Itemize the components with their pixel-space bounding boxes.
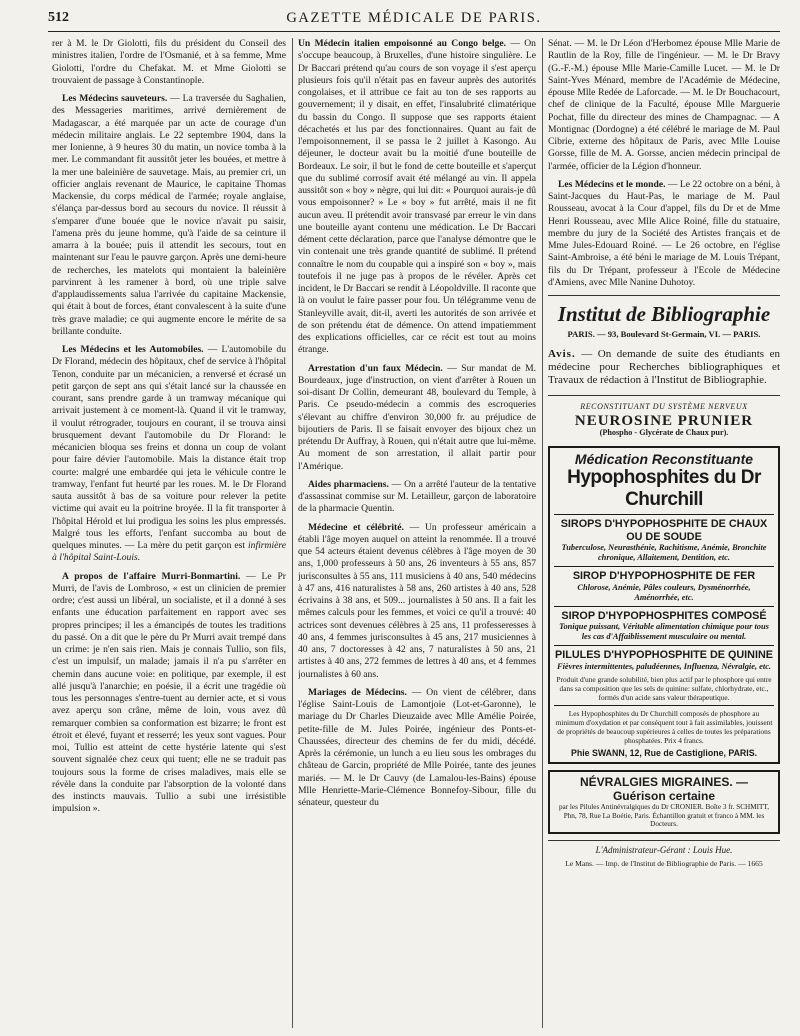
article-heading: Aides pharmaciens. (308, 478, 389, 490)
article-body: — Le 22 octobre on a béni, à Saint-Jacques du Haut-Pas, le mariage de M. Paul Rousseau, avocat à la Cour d'appel, fils du Dr et de Mme Henri Rousseau, avec Mlle Alice Roiné, fille du statuaire, membre du jury de la Société des Artistes français et de Mme Jules-Edouard Roiné. — Le 26 octobre, en l'église Saint-Ambroise, a été béni le mariage de M. Louis Trépant, fils du Dr Trépant, professeur à l'Ecole de Médecine d'Amiens, avec Mlle Nanine Duhotoy. (548, 178, 780, 288)
article-body: — On s'occupe beaucoup, à Bruxelles, d'une histoire singulière. Le Dr Baccari prétend qu'au cours de son voyage il s'est aperçu plusieurs fois qu'il n'était pas en faveur auprès des autorités congolaises, et il attribue ce fait au ton de ses rapports au gouvernement; il y disait, en effet, l'insalubrité climatérique du bassin du Congo. Il suppose que ses rapports étaient décachetés et lus par des fonctionnaires. Quant au fait de l'empoisonnement, il se passa le 2 juillet à Kasongo. Au déjeuner, le docteur avait bu la moitié d'une bouteille de Bordeaux. Le soir, il but le fond de cette bouteille et s'aperçut que du sublimé corrosif avait été mélangé au vin. Il appela aussitôt son « boy » nègre, qui lui dit: « Pourquoi aurais-je dû vous empoisonner? » Le « boy » fut arrêté, mais il ne fit aucun aveu. Il prétendit avoir transvasé par erreur le vin dans une bouteille ayant contenu une médication. Le Dr Baccari dément cette déclaration, parce que l'analyse démontre que le vin contenait une très grande quantité de sublimé. Il prétend connaître le nom du coupable qui a inspiré son « boy », mais toutefois il ne juge pas à propos de le révéler. Après cet incident, le Dr Baccari se rendit à Léopoldville. Il raconte que là on voulut le faire passer pour fou. Un télégramme venu de Stanleyville avait, dit-il, averti les autorités de son arrivée et de son prétendu état de démence. On attend impatiemment des explications officielles, car ce récit est tout au moins étrange. (298, 38, 536, 356)
cronier-headline: NÉVRALGIES MIGRAINES. — Guérison certaine (579, 774, 749, 803)
article-heading: A propos de l'affaire Murri-Bonmartini. (62, 570, 241, 582)
institut-bibliographie-notice (548, 295, 780, 387)
neurosine-tagline: RECONSTITUANT DU SYSTÈME NERVEUX (580, 402, 748, 412)
printer-imprint: Le Mans. — Imp. de l'Institut de Bibliographie de Paris. — 1665 (565, 859, 763, 869)
column-right (548, 38, 780, 1028)
product-heading: SIROP D'HYPOPHOSPHITE DE FER (572, 570, 756, 582)
page-header (48, 8, 780, 30)
pharmacy-address: Phie SWANN, 12, Rue de Castiglione, PARIS. (570, 747, 758, 758)
churchill-ad (548, 446, 780, 764)
article-medecin-congo (298, 38, 536, 357)
page-number: 512 (48, 10, 69, 25)
ad-divider (554, 566, 774, 567)
ad-divider (554, 705, 774, 706)
column-divider (542, 38, 543, 1028)
article-heading: Les Médecins sauveteurs. (62, 93, 168, 104)
neurosine-formula: (Phospho - Glycérate de Chaux pur). (599, 427, 729, 437)
product-heading: PILULES D'HYPOPHOSPHITE DE QUININE (555, 649, 773, 661)
churchill-headline: Médication Reconstituante (574, 451, 754, 467)
product-indications: Tuberculose, Neurasthénie, Rachitisme, Anémie, Bronchite chronique, Allaitement, Dentition, etc. (561, 543, 767, 562)
administrator-line: L'Administrateur-Gérant : Louis Hue. (548, 840, 780, 856)
product-indications: Fièvres intermittentes, paludéennes, Influenza, Névralgie, etc. (556, 661, 772, 671)
continued-paragraph: Sénat. — M. le Dr Léon d'Herbomez épouse Mlle Marie de Rautlin de la Roy, fille de l'ingénieur. — M. le Dr Bravy (G.-F.-M.) épouse Mlle Marie-Camille Lucet. — M. le Dr Saint-Yves Ménard, membre de l'Académie de Médecine, épouse Mlle Redée de Laforcade. — M. le Dr Bouchacourt, chef de clinique de la Faculté, épouse Mlle Marguerie Pochat, fille du directeur des mines de Champagnac. — A Montignac (Dordogne) a été célébré le mariage de M. Paul Cibrie, externe des hôpitaux de Paris, avec Mlle Louise Gorsse, fille de M. A. Gorsse, ancien médecin principal de l'armée, officier de la Légion d'honneur. (548, 38, 780, 172)
article-body: — L'automobile du Dr Florand, médecin des hôpitaux, chef de service à l'hôpital Tenon, conduite par un mécanicien, a renversé et écrasé un petit garçon de sept ans qui s'était lancé sur la chaussée en courant, sans prendre garde à un tramway mécanique qui arrivait justement à ce moment-là. Quand il vit le tramway, il voulut rétrograder, toujours en courant, il se trouva ainsi brusquement devant l'automobile du Dr Florand: le mécanicien bloqua ses freins et donna un coup de volant pour faire dévier l'automobile. Mais la distance était trop courte: malgré une embardée qui jeta le véhicule contre le tramway, l'enfant fut heurté par les roues. M. le Dr Florand sauta aussitôt à bas de sa voiture pour relever la petite victime qui avait eu la poitrine broyée. Il la fit transporter à l'hôpital Hérold et lui prodigua les soins les plus empressés. Malgré tous les efforts, l'enfant succomba au bout de quelques minutes. — La mère du petit garçon est (52, 344, 286, 551)
article-body: — Sur mandat de M. Bourdeaux, juge d'instruction, on vient d'arrêter à Rouen un soi-disant Dr Collin, demeurant 48, boulevard du Temple, à Paris. Ce pseudo-médecin a commis des escroqueries s'élevant au chiffre d'environ 30,000 fr. au préjudice de bijoutiers de Paris. Il se faisait envoyer des bijoux chez un prétendu Dr Auffray, à Rouen, qui n'était autre que lui-même. Au moment de son arrestation, il allait partir pour l'Amérique. (298, 362, 536, 472)
avis-heading: Avis. (548, 348, 576, 361)
article-body: — La traversée du Saghalien, des Messageries maritimes, arrivé dernièrement de Madagascar, a été marquée par un acte de courage d'un médecin militaire anglais. Le 22 septembre 1904, dans la mer Ionienne, à 9 heures 30 du matin, un novice tomba à la mer. Le commandant fit aussitôt jeter les bouées, et mettre à la mer une baleinière de sauvetage. Mais, au premier cri, un officier anglais revenant de Maurice, le capitaine Thomas Mackensie, du corps médical de l'armée; royale anglaise, s'élança par-dessus bord au secours du novice. Il réussit à s'emparer d'une bouée que le novice n'avait pu saisir, l'amena près du jeune homme, qu'à l'aide de sa ceinture il amarra à la bouée; puis il attendit les secours, tout en maintenant sur l'eau le pauvre garçon. Après une demi-heure de recherches, les matelots qui montaient la baleinière parvinrent à les ramener à bord, où une triple salve d'applaudissements salua l'arrivée du capitaine Mackensie, qui était à bout de forces, étant convalescent à la suite d'une très grave maladie; ce qui augmente encore le mérite de sa brillante conduite. (52, 93, 286, 337)
article-heading: Un Médecin italien empoisonné au Congo belge. (298, 38, 506, 49)
institut-title: Institut de Bibliographie (557, 302, 771, 326)
column-middle (298, 38, 536, 1028)
article-body: — On a arrêté l'auteur de la tentative d'assassinat commise sur M. Letailleur, garçon de laboratoire de la pharmacie Quentin. (298, 478, 536, 515)
article-mariages-medecins (298, 687, 536, 810)
product-indications: Chlorose, Anémie, Pâles couleurs, Dysménorrhée, Aménorrhée, etc. (577, 582, 751, 602)
header-rule (48, 31, 780, 32)
institut-address: PARIS. — 93, Boulevard St-Germain, VI. — PARIS. (567, 329, 761, 339)
product-description: Les Hypophosphites du Dr Churchill composés de phosphore au minimum d'oxydation et par conséquent tout à fait assimilables, jouissent de propriétés de beaucoup supérieures à celles de toutes les préparations phosphatées. Prix 4 francs. (555, 708, 773, 745)
column-left (52, 38, 286, 1028)
neurosine-name: NEUROSINE PRUNIER (574, 412, 754, 429)
article-heading: Médecine et célébrité. (308, 521, 404, 533)
article-body: — Un professeur américain a établi l'âge moyen auquel on atteint la renommée. Il a trouvé que 54 acteurs étaient devenus célèbres à l'âge moyen de 30 ans, 1,000 professeurs à 50 ans, 26 inventeurs à 55 ans, 857 jurisconsultes à 55 ans, 111 musiciens à 40 ans, 540 médecins à 47 ans, 416 naturalistes à 58 ans, 260 artistes à 40 ans, 528 écrivains à 38 ans, et 509... journalistes à 50 ans. Il a fait les mêmes calculs pour les femmes, et voici ce qu'il a trouvé: 40 actrices sont devenues célèbres à 25 ans, 11 professeresses à 40 ans, 4 femmes jurisconsultes à 45 ans, 217 musiciennes à 40 ans, 7 doctoresses à 42 ans, 7 naturalistes à 50 ans, 21 artistes à 40 ans, 272 femmes de lettres à 40 ans, et 4 femmes journalistes à 60 ans. (298, 521, 536, 680)
product-heading: SIROP D'HYPOPHOSPHITES COMPOSÉ (561, 609, 767, 622)
churchill-brand: Hypophosphites du Dr Churchill (554, 467, 774, 515)
article-aides-pharmaciens (298, 479, 536, 516)
journal-title: GAZETTE MÉDICALE DE PARIS. (286, 10, 542, 26)
article-medecins-monde (548, 179, 780, 289)
product-heading: SIROPS D'HYPOPHOSPHITE DE CHAUX OU DE SOUDE (560, 518, 768, 543)
article-medecins-sauveteurs (52, 93, 286, 338)
cronier-ad (548, 770, 780, 834)
product-indications: Tonique puissant, Véritable alimentation chimique pour tous les cas d'Affaiblissement musculaire ou mental. (559, 622, 769, 641)
article-faux-medecin (298, 363, 536, 473)
article-murri-bonmartini (52, 571, 286, 816)
product-note: Produit d'une grande solubilité, bien plus actif par le phosphore qui entre dans sa composition que les sels de quinine: sulfate, chlorhydrate, etc., formés d'un acide sans valeur thérapeutique. (556, 674, 772, 702)
article-heading: Les Médecins et les Automobiles. (62, 344, 204, 355)
neurosine-ad (548, 395, 780, 439)
intro-paragraph: rer à M. le Dr Giolotti, fils du président du Conseil des ministres italien, l'ordre de l'Osmanié, et à sa femme, Mme Giolotti, l'ordre du Chefakat. M. et Mme Giolotti se trouvaient de passage à Constantinople. (52, 38, 286, 86)
column-divider (292, 38, 293, 1028)
cronier-details: par les Pilules Antinévralgiques du Dr CRONIER. Boîte 3 fr. SCHMITT, Phn, 78, Rue La Boétie, Paris. Échantillon gratuit et franco à MM. les Docteurs. (558, 802, 770, 829)
article-heading: Les Médecins et le monde. (558, 178, 666, 190)
article-heading: Arrestation d'un faux Médecin. (308, 362, 443, 374)
avis-notice (548, 348, 780, 387)
article-medecins-automobiles (52, 344, 286, 565)
article-italic: infirmière à l'hôpital Saint-Louis. (52, 540, 286, 564)
ad-divider (554, 606, 774, 607)
article-heading: Mariages de Médecins. (308, 686, 407, 698)
ad-divider (554, 645, 774, 646)
avis-body: — On demande de suite des étudiants en médecine pour Recherches bibliographiques et Travaux de rédaction à l'Institut de Bibliographie. (548, 348, 780, 387)
article-body: — Le Pr Murri, de l'avis de Lombroso, « est un clinicien de premier ordre; c'est aussi un libéral, un socialiste, et il a donné à ses enfants une éducation parfaitement en rapport avec ses propres principes; il les a émancipés de toutes les traditions du passé. On a dit que le père du Pr Murri avait trempé dans un crime: je n'en sais rien. Mais je connais Tullio, son fils, c'est un impulsif, un malade; jamais il n'a pu s'arrêter en chemin dans aucune voie: en politique, par exemple, il est allé jusqu'à l'anarchie; en poésie, il a écrit une tragédie où tous les personnages s'entre-tuent au dernier acte, et si vous avez aperçu son crâne, même de loin, vous avez dû remarquer combien sa conformation est bizarre; le front est étroit et élevé, fuyant et resserré; les yeux sont vagues. Pour moi, Tullio est atteint de cette hystérie latente qui s'est souvent signalée chez ceux qui tuent; elle ne se traduit pas toujours sous la forme de crises maladives, mais elle se révèle dans la conduite par l'absorption de la volonté dans des instincts mauvais. Tullio a subi une irrésistible impulsion ». (52, 570, 286, 815)
article-medecine-celebrite (298, 522, 536, 681)
article-body: — On vient de célébrer, dans l'église Saint-Louis de Lamontjoie (Lot-et-Garonne), le mariage du Dr Charles Dieuzaide avec Mlle Amélie Poirée, petite-fille de M. Jules Poirée, ingénieur des Ponts-et-Chaussées, directeur des chemins de fer du midi, décédé. Après la cérémonie, un lunch a eu lieu sous les ombrages du château de Garcin, propriété de Mlle Poirée, tante des jeunes mariés. — M. le Dr Cauvy (de Lamalou-les-Bains) épouse Mlle Henriette-Marie-Clémence Bonnefoy-Sibour, fille du sénateur, questeur du (298, 686, 536, 808)
